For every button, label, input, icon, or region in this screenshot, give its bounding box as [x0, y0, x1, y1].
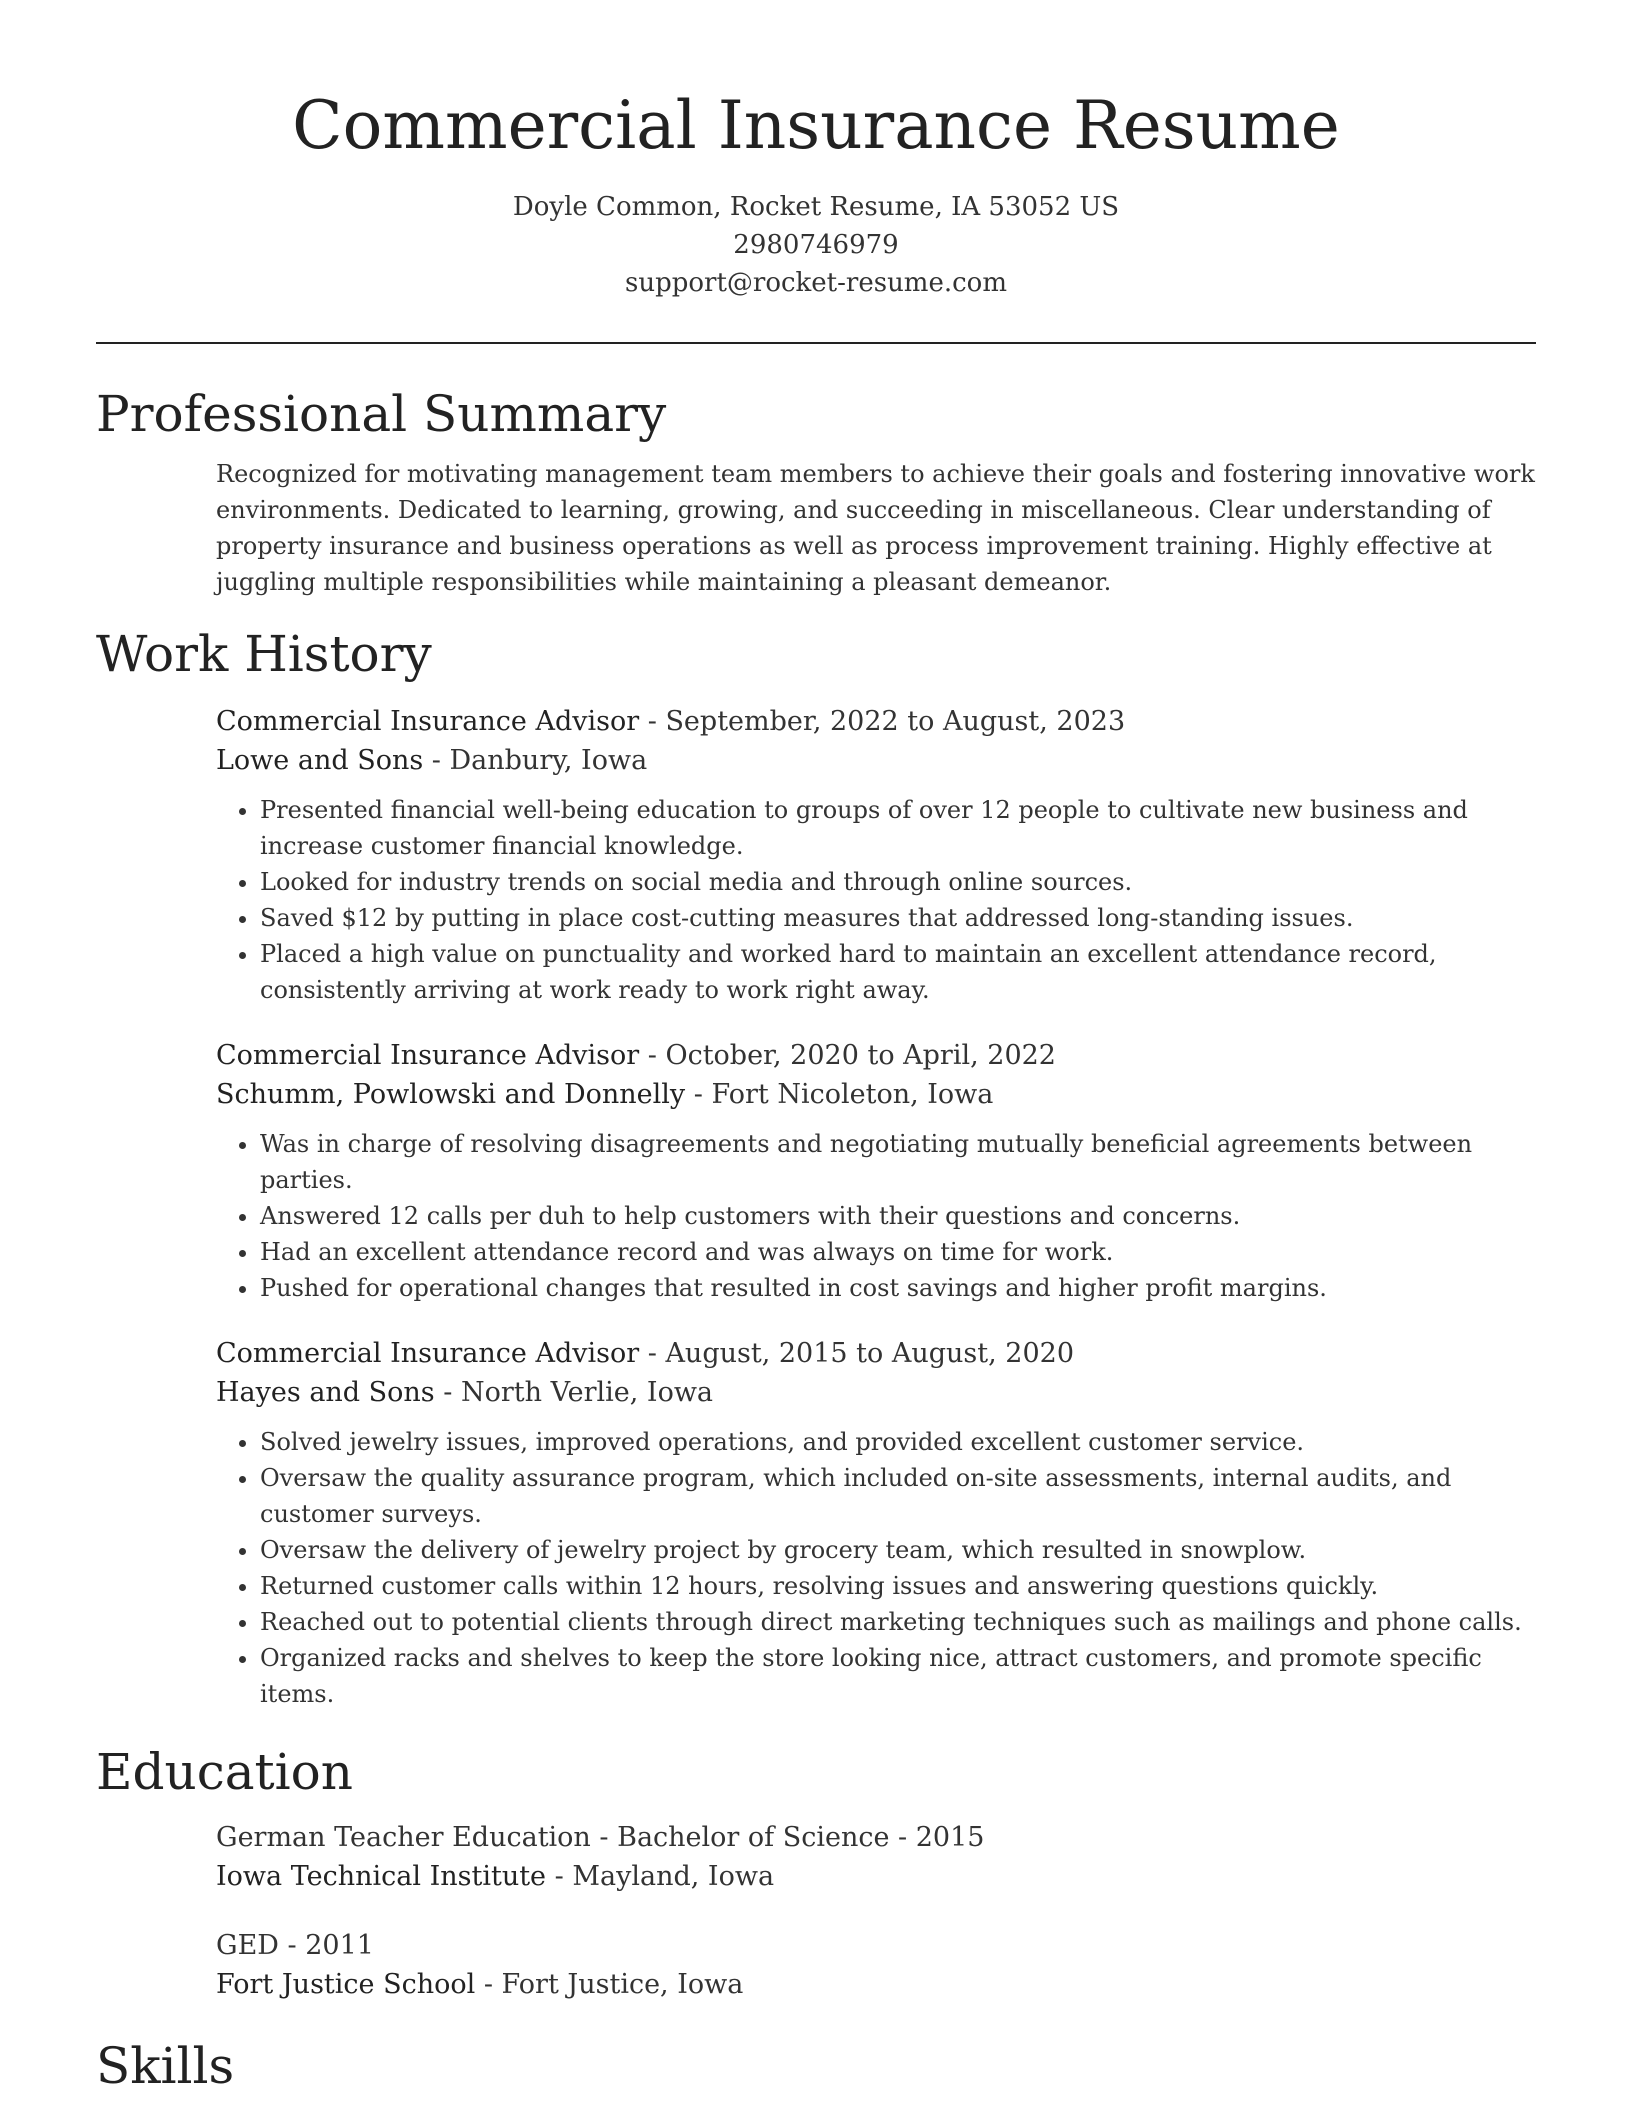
job-location: Danbury, Iowa — [449, 745, 648, 776]
job-bullet: • Organized racks and shelves to keep the store looking nice, attract customers, and promote specific items. — [260, 1640, 1536, 1712]
job-dates: September, 2022 to August, 2023 — [665, 706, 1126, 737]
education-location: Fort Justice, Iowa — [501, 1969, 744, 2000]
job-title: Commercial Insurance Advisor — [216, 1040, 640, 1071]
contact-block — [0, 188, 1632, 302]
education-degree: German Teacher Education - Bachelor of Science - 2015 — [216, 1822, 985, 1853]
resume-content — [96, 382, 1536, 2098]
work-history-heading: Work History — [96, 625, 432, 683]
job-location: Fort Nicoleton, Iowa — [711, 1079, 994, 1110]
education-entry — [216, 1818, 1536, 1896]
job-entry — [216, 1334, 1536, 1712]
job-title-line: Commercial Insurance Advisor - October, 2020 to April, 2022 — [216, 1040, 1056, 1071]
contact-email: support@rocket-resume.com — [624, 268, 1007, 298]
resume-title: Commercial Insurance Resume — [292, 87, 1340, 164]
job-title: Commercial Insurance Advisor — [216, 706, 640, 737]
job-title-line: Commercial Insurance Advisor - September, 2022 to August, 2023 — [216, 706, 1126, 737]
job-bullet: • Solved jewelry issues, improved operations, and provided excellent customer service. — [260, 1424, 1536, 1460]
job-dates: August, 2015 to August, 2020 — [665, 1338, 1074, 1369]
job-company-line: Hayes and Sons - North Verlie, Iowa — [216, 1377, 714, 1408]
job-dates: October, 2020 to April, 2022 — [665, 1040, 1056, 1071]
education-school: Iowa Technical Institute — [216, 1861, 547, 1892]
job-bullet: • Presented financial well-being education to groups of over 12 people to cultivate new business and increase customer financial knowledge. — [260, 792, 1536, 864]
job-company: Lowe and Sons — [216, 745, 424, 776]
job-bullet: • Was in charge of resolving disagreements and negotiating mutually beneficial agreements between parties. — [260, 1126, 1536, 1198]
contact-address: Doyle Common, Rocket Resume, IA 53052 US — [512, 192, 1120, 222]
job-bullet: • Saved $12 by putting in place cost-cutting measures that addressed long-standing issues. — [260, 900, 1536, 936]
job-company-line: Lowe and Sons - Danbury, Iowa — [216, 745, 648, 776]
job-title: Commercial Insurance Advisor — [216, 1338, 640, 1369]
job-bullet: • Had an excellent attendance record and was always on time for work. — [260, 1234, 1536, 1270]
education-heading: Education — [96, 1743, 353, 1801]
job-company-line: Schumm, Powlowski and Donnelly - Fort Nicoleton, Iowa — [216, 1079, 994, 1110]
work-history-list — [216, 702, 1536, 1712]
education-school-line: Fort Justice School - Fort Justice, Iowa — [216, 1969, 744, 2000]
job-bullet: • Oversaw the delivery of jewelry project by grocery team, which resulted in snowplow. — [260, 1532, 1536, 1568]
education-entry — [216, 1926, 1536, 2004]
education-location: Mayland, Iowa — [572, 1861, 775, 1892]
job-bullets — [216, 1424, 1536, 1712]
contact-phone: 2980746979 — [733, 230, 899, 260]
job-bullet: • Looked for industry trends on social media and through online sources. — [260, 864, 1536, 900]
job-entry — [216, 702, 1536, 1008]
job-bullets — [216, 792, 1536, 1008]
skills-heading: Skills — [96, 2037, 235, 2095]
summary-text: Recognized for motivating management team members to achieve their goals and fostering innovative work environments. Dedicated to learning, growing, and succeeding in miscellaneous. Clear understanding of property insurance and business operations as well as process improvement training. Highly effective at juggling multiple responsibilities while maintaining a pleasant demeanor. — [216, 460, 1535, 596]
job-bullet: • Answered 12 calls per duh to help customers with their questions and concerns. — [260, 1198, 1536, 1234]
summary-heading: Professional Summary — [96, 385, 667, 443]
job-bullet: • Placed a high value on punctuality and worked hard to maintain an excellent attendance record, consistently arriving at work ready to work right away. — [260, 936, 1536, 1008]
resume-header — [0, 0, 1632, 302]
job-title-line: Commercial Insurance Advisor - August, 2015 to August, 2020 — [216, 1338, 1074, 1369]
job-bullet: • Returned customer calls within 12 hours, resolving issues and answering questions quickly. — [260, 1568, 1536, 1604]
job-bullets — [216, 1126, 1536, 1306]
job-bullet: • Oversaw the quality assurance program, which included on-site assessments, internal audits, and customer surveys. — [260, 1460, 1536, 1532]
education-school: Fort Justice School — [216, 1969, 476, 2000]
education-school-line: Iowa Technical Institute - Mayland, Iowa — [216, 1861, 775, 1892]
education-list — [216, 1818, 1536, 2004]
job-company: Hayes and Sons — [216, 1377, 435, 1408]
job-company: Schumm, Powlowski and Donnelly — [216, 1079, 686, 1110]
job-location: North Verlie, Iowa — [460, 1377, 714, 1408]
job-bullet: • Pushed for operational changes that resulted in cost savings and higher profit margins. — [260, 1270, 1536, 1306]
education-degree: GED - 2011 — [216, 1930, 374, 1961]
job-entry — [216, 1036, 1536, 1306]
job-bullet: • Reached out to potential clients through direct marketing techniques such as mailings and phone calls. — [260, 1604, 1536, 1640]
header-divider — [96, 342, 1536, 344]
